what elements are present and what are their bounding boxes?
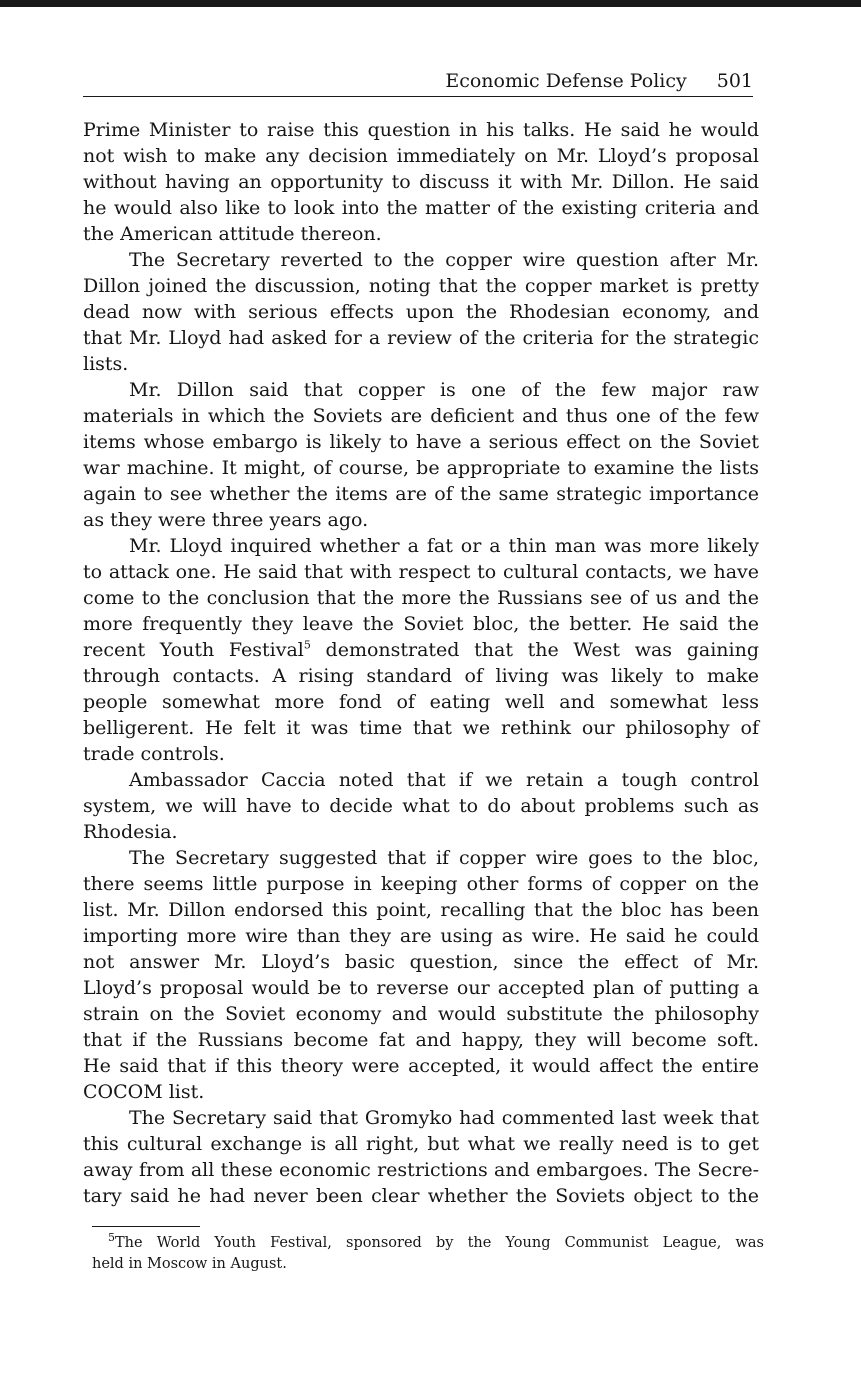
text-line: that Mr. Lloyd had asked for a review of the criteria for the strategic xyxy=(83,327,759,349)
text-line: more frequently they leave the Soviet bloc, the better. He said the xyxy=(83,613,759,635)
text-line: system, we will have to decide what to do about problems such as xyxy=(83,795,759,817)
page-number: 501 xyxy=(716,70,753,92)
body-text xyxy=(83,117,759,1209)
text-line: as they were three years ago. xyxy=(83,509,369,531)
text-line: Mr. Lloyd inquired whether a fat or a thin man was more likely xyxy=(129,535,759,557)
running-header xyxy=(83,70,753,97)
footnote-line: held in Moscow in August. xyxy=(92,1256,287,1272)
text-line: he would also like to look into the matter of the existing criteria and xyxy=(83,197,759,219)
footnote-divider xyxy=(92,1226,200,1227)
footnote-reference: 5 xyxy=(303,638,311,652)
text-line: there seems little purpose in keeping other forms of copper on the xyxy=(83,873,759,895)
footnote-marker: 5 xyxy=(108,1231,115,1245)
text-line: belligerent. He felt it was time that we rethink our philosophy of xyxy=(83,717,759,739)
text-line: not answer Mr. Lloyd’s basic question, since the effect of Mr. xyxy=(83,951,759,973)
text-line: lists. xyxy=(83,353,129,375)
text-line: without having an opportunity to discuss it with Mr. Dillon. He said xyxy=(83,171,759,193)
text-line: this cultural exchange is all right, but what we really need is to get xyxy=(83,1133,759,1155)
text-line: away from all these economic restrictions and embargoes. The Secre- xyxy=(83,1159,759,1181)
text-line: the American attitude thereon. xyxy=(83,223,382,245)
text-line: Lloyd’s proposal would be to reverse our accepted plan of putting a xyxy=(83,977,759,999)
text-line: list. Mr. Dillon endorsed this point, recalling that the bloc has been xyxy=(83,899,759,921)
text-line: tary said he had never been clear whether the Soviets object to the xyxy=(83,1185,759,1207)
text-line: Rhodesia. xyxy=(83,821,178,843)
text-line: again to see whether the items are of the same strategic importance xyxy=(83,483,759,505)
text-line: strain on the Soviet economy and would substitute the philosophy xyxy=(83,1003,759,1025)
text-line: come to the conclusion that the more the Russians see of us and the xyxy=(83,587,759,609)
footnote-text: The World Youth Festival, sponsored by the Young Communist League, was xyxy=(115,1235,764,1251)
text-line: war machine. It might, of course, be appropriate to examine the lists xyxy=(83,457,759,479)
text-line: The Secretary suggested that if copper wire goes to the bloc, xyxy=(129,847,759,869)
text-line: materials in which the Soviets are deficient and thus one of the few xyxy=(83,405,759,427)
text-line: The Secretary reverted to the copper wire question after Mr. xyxy=(129,249,759,271)
text-line: items whose embargo is likely to have a serious effect on the Soviet xyxy=(83,431,759,453)
text-line: Prime Minister to raise this question in his talks. He said he would xyxy=(83,119,759,141)
text-line: Ambassador Caccia noted that if we retain a tough control xyxy=(129,769,759,791)
text-line: to attack one. He said that with respect to cultural contacts, we have xyxy=(83,561,759,583)
page-top-edge xyxy=(0,0,861,7)
footnote xyxy=(92,1233,764,1275)
text-segment: demonstrated that the West was gaining xyxy=(325,639,759,661)
text-line: people somewhat more fond of eating well and somewhat less xyxy=(83,691,759,713)
text-line: trade controls. xyxy=(83,743,225,765)
text-line: COCOM list. xyxy=(83,1081,205,1103)
text-line: not wish to make any decision immediately on Mr. Lloyd’s proposal xyxy=(83,145,759,167)
running-header-title: Economic Defense Policy xyxy=(445,70,687,92)
text-line: through contacts. A rising standard of living was likely to make xyxy=(83,665,759,687)
text-line: dead now with serious effects upon the Rhodesian economy, and xyxy=(83,301,759,323)
text-line: Mr. Dillon said that copper is one of the few major raw xyxy=(129,379,759,401)
text-line: Dillon joined the discussion, noting that the copper market is pretty xyxy=(83,275,759,297)
text-segment: recent Youth Festival xyxy=(83,639,304,661)
text-line: importing more wire than they are using as wire. He said he could xyxy=(83,925,759,947)
text-line: He said that if this theory were accepted, it would affect the entire xyxy=(83,1055,759,1077)
footnote-line xyxy=(92,1233,764,1254)
text-line: The Secretary said that Gromyko had commented last week that xyxy=(129,1107,759,1129)
text-line-with-footnote-ref xyxy=(83,637,759,663)
text-line: that if the Russians become fat and happy, they will become soft. xyxy=(83,1029,759,1051)
